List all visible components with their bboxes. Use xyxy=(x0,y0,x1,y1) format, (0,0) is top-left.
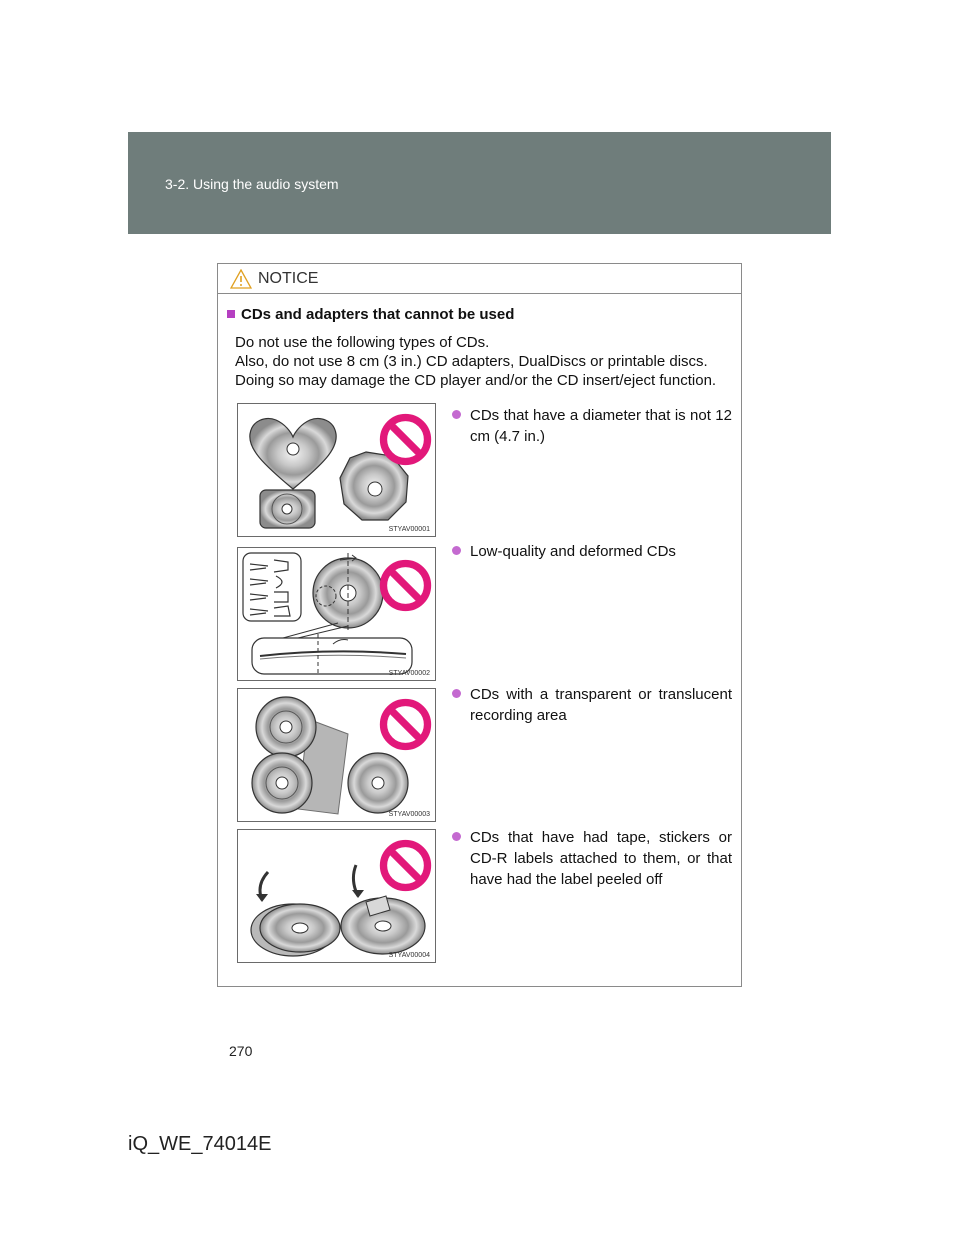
prohibition-icon xyxy=(384,703,428,747)
prohibition-icon xyxy=(384,844,428,888)
intro-line: Also, do not use 8 cm (3 in.) CD adapters, DualDiscs or printable discs. xyxy=(235,353,708,370)
image-code: STYAV00001 xyxy=(388,526,430,533)
intro-line: Do not use the following types of CDs. xyxy=(235,334,490,351)
illustration-odd-shaped-cds xyxy=(237,403,436,537)
bullet-dot-icon xyxy=(452,689,461,698)
image-code: STYAV00003 xyxy=(388,811,430,818)
prohibition-icon xyxy=(384,564,428,608)
section-title: 3-2. Using the audio system xyxy=(165,176,339,192)
bullet-dot-icon xyxy=(452,546,461,555)
notice-header xyxy=(218,264,741,294)
intro-text xyxy=(235,333,735,390)
section-heading xyxy=(227,306,514,323)
item-taped-labelled xyxy=(452,827,732,890)
image-code: STYAV00002 xyxy=(388,670,430,677)
page-number: 270 xyxy=(229,1043,253,1059)
illustration-labelled-cds xyxy=(237,829,436,963)
notice-title: NOTICE xyxy=(258,270,319,287)
item-text: CDs that have a diameter that is not 12 cm (4.7 in.) xyxy=(470,407,732,445)
warning-icon xyxy=(230,269,252,289)
section-heading-text: CDs and adapters that cannot be used xyxy=(241,306,515,323)
square-bullet-icon xyxy=(227,310,235,318)
bullet-dot-icon xyxy=(452,410,461,419)
bullet-dot-icon xyxy=(452,832,461,841)
image-code: STYAV00004 xyxy=(388,952,430,959)
item-text: CDs with a transparent or translucent recording area xyxy=(470,686,732,724)
item-low-quality xyxy=(452,541,732,562)
notice-box xyxy=(217,263,742,987)
illustration-transparent-cds xyxy=(237,688,436,822)
item-text: CDs that have had tape, stickers or CD-R labels attached to them, or that have had the label peeled off xyxy=(470,829,732,888)
intro-line: Doing so may damage the CD player and/or the CD insert/eject function. xyxy=(235,372,717,389)
prohibition-icon xyxy=(384,418,428,462)
illustration-deformed-cds xyxy=(237,547,436,681)
page-header xyxy=(128,132,831,234)
item-odd-diameter xyxy=(452,405,732,447)
document-code: iQ_WE_74014E xyxy=(128,1133,272,1155)
item-text: Low-quality and deformed CDs xyxy=(470,543,676,560)
item-transparent xyxy=(452,684,732,726)
